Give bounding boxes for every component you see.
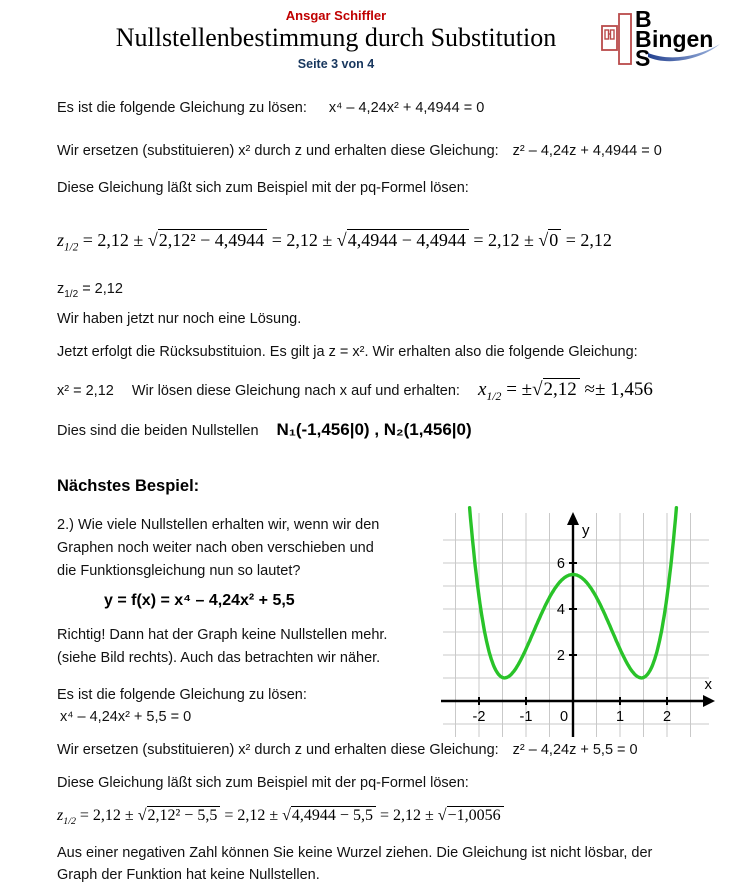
question-line-3: die Funktionsgleichung nun so lautet? (57, 563, 301, 579)
author-name: Ansgar Schiffler (285, 8, 387, 23)
y-tick-label: 2 (556, 648, 565, 664)
answer-line-2: (siehe Bild rechts). Auch das betrachten wir näher. (57, 650, 381, 666)
pq-formula-label: Diese Gleichung läßt sich zum Beispiel mit der pq-Formel lösen: (57, 180, 469, 196)
bbs-bingen-logo (598, 5, 724, 69)
logo-suffix: ingen (652, 26, 714, 52)
solve-equation-2: x⁴ – 4,24x² + 5,5 = 0 (60, 709, 192, 725)
formula-x12: $x_{1/2}$ = ± √ 2,12 ≈± 1,456 (478, 379, 653, 400)
question-line-1: 2.) Wie viele Nullstellen erhalten wir, wenn wir den (57, 517, 380, 533)
pq-formula-label-2: Diese Gleichung läßt sich zum Beispiel mit der pq-Formel lösen: (57, 775, 469, 791)
formula-subscript: 1/2 (64, 241, 79, 254)
solve-block-2 (57, 684, 307, 728)
sqrt-x: √ 2,12 (532, 378, 580, 400)
page-number: Seite 3 von 4 (297, 57, 375, 71)
sqrt-term-1: √ 2,12² − 4,4944 (148, 229, 267, 250)
equation-z2: z² – 4,24z + 4,4944 = 0 (512, 143, 662, 159)
x-tick-label: -2 (472, 709, 486, 725)
sqrt2-term-1: √ 2,12² − 5,5 (138, 806, 221, 824)
logo-building-icon (602, 14, 631, 64)
formula-z12-first: $z_{1/2} = 2,12$ ± √ 2,12² − 4,4944 = 2,12 ± √ 4,4944 − 4,4944 = 2,12 ± √ 0 = 2,12 (57, 230, 612, 254)
zeros-line (57, 420, 472, 440)
logo-letter-b1: B (635, 6, 652, 32)
question-block (57, 514, 379, 583)
y-axis-label: y (582, 522, 590, 539)
resubstitution-line: Jetzt erfolgt die Rücksubstituion. Es gilt ja z = x². Wir erhalten also die folgende Gleichung: (57, 344, 638, 360)
substitution-label-2: Wir ersetzen (substituieren) x² durch z und erhalten diese Gleichung: (57, 742, 499, 758)
formula-variable: z (57, 230, 65, 250)
x-axis-label: x (704, 676, 712, 693)
solve-for-x-line (57, 379, 653, 404)
page-title: Nullstellenbestimmung durch Substitution (115, 23, 557, 52)
sqrt-term-2: √ 4,4944 − 4,4944 (337, 229, 469, 250)
equation-z2-second: z² – 4,24z + 5,5 = 0 (512, 742, 638, 758)
function-graph (441, 505, 717, 739)
answer-line-1: Richtig! Dann hat der Graph keine Nullstellen mehr. (57, 627, 388, 643)
question-line-2: Graphen noch weiter nach oben verschieben und (57, 540, 374, 556)
y-tick-label: 4 (556, 602, 565, 618)
conclusion-line-1: Aus einer negativen Zahl können Sie keine Wurzel ziehen. Die Gleichung ist nicht lösbar, der (57, 845, 653, 861)
solve-intro-label: Es ist die folgende Gleichung zu lösen: (57, 100, 307, 116)
solve-for-x-label: Wir lösen diese Gleichung nach x auf und erhalten: (131, 383, 460, 399)
x-tick-label: -1 (519, 709, 533, 725)
one-solution-line: Wir haben jetzt nur noch eine Lösung. (57, 311, 302, 327)
zeros-label: Dies sind die beiden Nullstellen (57, 423, 259, 439)
sqrt2-term-3: √ −1,0056 (438, 806, 504, 824)
formula-z12-second: $z_{1/2} = 2,12$ ± √ 2,12² − 5,5 = 2,12 ± √ 4,4944 − 5,5 = 2,12 ± √ −1,0056 (57, 807, 504, 827)
y-axis-arrow (567, 512, 579, 525)
function-equation-bold: y = f(x) = x⁴ – 4,24x² + 5,5 (104, 592, 295, 609)
solve-label-2: Es ist die folgende Gleichung zu lösen: (57, 687, 307, 703)
substitution-label: Wir ersetzen (substituieren) x² durch z und erhalten diese Gleichung: (57, 143, 499, 159)
logo-letter-s: S (635, 45, 651, 69)
logo-letter-b2: B (635, 26, 652, 52)
conclusion-line-2: Graph der Funktion hat keine Nullstellen. (57, 867, 320, 883)
equation-x4: x⁴ – 4,24x² + 4,4944 = 0 (328, 100, 485, 116)
answer-block (57, 624, 387, 670)
x-tick-label: 2 (662, 709, 672, 725)
solve-intro-line (57, 100, 484, 116)
substitution-line (57, 143, 662, 159)
next-example-heading: Nächstes Bespiel: (57, 477, 200, 495)
conclusion-block (57, 842, 652, 886)
x-squared-eq: x² = 2,12 (57, 383, 114, 399)
x-tick-label: 1 (615, 709, 625, 725)
z-result-line: $z_{1/2} = 2,12$ (57, 281, 123, 300)
sqrt2-term-2: √ 4,4944 − 5,5 (282, 806, 376, 824)
x-axis-arrow (703, 695, 715, 707)
sqrt-term-3: √ 0 (538, 229, 561, 250)
zeros-result: N₁(-1,456|0) , N₂(1,456|0) (276, 420, 472, 439)
y-tick-label: 6 (556, 556, 565, 572)
substitution-line-2 (57, 742, 638, 758)
x-tick-label: 0 (559, 709, 569, 725)
